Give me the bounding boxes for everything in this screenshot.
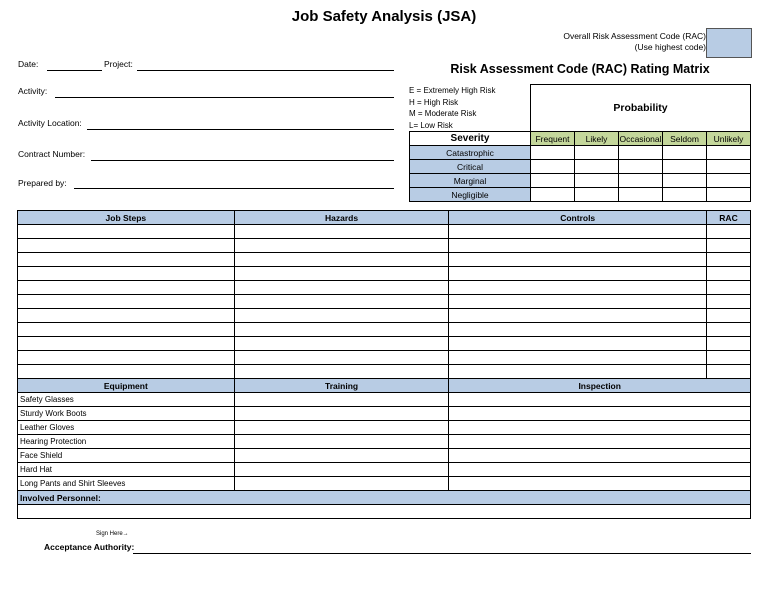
rac-cell[interactable] bbox=[707, 337, 751, 351]
control-cell[interactable] bbox=[449, 281, 707, 295]
rac-cell[interactable] bbox=[707, 267, 751, 281]
hazards-header: Hazards bbox=[234, 211, 449, 225]
equipment-item: Hard Hat bbox=[18, 463, 235, 477]
prepared-by-label: Prepared by: bbox=[18, 178, 67, 188]
training-cell[interactable] bbox=[234, 449, 449, 463]
job-step-cell[interactable] bbox=[18, 267, 235, 281]
prob-frequent: Frequent bbox=[531, 132, 575, 146]
matrix-cell[interactable] bbox=[619, 160, 663, 174]
job-step-row bbox=[18, 337, 751, 351]
probability-header: Probability bbox=[531, 85, 751, 132]
hazard-cell[interactable] bbox=[234, 281, 449, 295]
job-step-cell[interactable] bbox=[18, 323, 235, 337]
hazard-cell[interactable] bbox=[234, 309, 449, 323]
control-cell[interactable] bbox=[449, 323, 707, 337]
hazard-cell[interactable] bbox=[234, 337, 449, 351]
job-step-cell[interactable] bbox=[18, 365, 235, 379]
control-cell[interactable] bbox=[449, 365, 707, 379]
matrix-cell[interactable] bbox=[663, 146, 707, 160]
matrix-cell[interactable] bbox=[619, 174, 663, 188]
matrix-cell[interactable] bbox=[707, 160, 751, 174]
equipment-item: Safety Glasses bbox=[18, 393, 235, 407]
job-step-row bbox=[18, 323, 751, 337]
overall-rac-label: Overall Risk Assessment Code (RAC) (Use highest code) bbox=[563, 31, 706, 52]
matrix-cell[interactable] bbox=[707, 174, 751, 188]
overall-rac-field[interactable] bbox=[706, 28, 752, 58]
inspection-cell[interactable] bbox=[449, 421, 751, 435]
inspection-cell[interactable] bbox=[449, 393, 751, 407]
rac-cell[interactable] bbox=[707, 295, 751, 309]
hazard-cell[interactable] bbox=[234, 365, 449, 379]
matrix-cell[interactable] bbox=[531, 160, 575, 174]
activity-field[interactable] bbox=[55, 97, 394, 98]
job-step-cell[interactable] bbox=[18, 337, 235, 351]
job-step-row bbox=[18, 225, 751, 239]
rac-header: RAC bbox=[707, 211, 751, 225]
job-step-cell[interactable] bbox=[18, 239, 235, 253]
equipment-row bbox=[18, 421, 751, 435]
matrix-cell[interactable] bbox=[707, 146, 751, 160]
project-field[interactable] bbox=[137, 70, 394, 71]
job-step-row bbox=[18, 365, 751, 379]
matrix-cell[interactable] bbox=[619, 146, 663, 160]
equipment-row bbox=[18, 463, 751, 477]
hazard-cell[interactable] bbox=[234, 225, 449, 239]
job-step-row bbox=[18, 351, 751, 365]
equipment-row bbox=[18, 477, 751, 491]
matrix-cell[interactable] bbox=[531, 146, 575, 160]
equipment-header: Equipment bbox=[18, 379, 235, 393]
activity-label: Activity: bbox=[18, 86, 48, 96]
job-step-cell[interactable] bbox=[18, 253, 235, 267]
controls-header: Controls bbox=[449, 211, 707, 225]
sev-marginal: Marginal bbox=[410, 174, 531, 188]
control-cell[interactable] bbox=[449, 253, 707, 267]
matrix-cell[interactable] bbox=[663, 160, 707, 174]
equipment-item: Sturdy Work Boots bbox=[18, 407, 235, 421]
control-cell[interactable] bbox=[449, 225, 707, 239]
job-step-cell[interactable] bbox=[18, 225, 235, 239]
job-step-row bbox=[18, 295, 751, 309]
prob-likely: Likely bbox=[575, 132, 619, 146]
hazard-cell[interactable] bbox=[234, 239, 449, 253]
job-step-row bbox=[18, 267, 751, 281]
control-cell[interactable] bbox=[449, 309, 707, 323]
sev-negligible: Negligible bbox=[410, 188, 531, 202]
involved-personnel-label: Involved Personnel: bbox=[18, 491, 751, 505]
severity-header: Severity bbox=[410, 132, 531, 146]
job-steps-header: Job Steps bbox=[18, 211, 235, 225]
rac-cell[interactable] bbox=[707, 239, 751, 253]
equipment-row bbox=[18, 449, 751, 463]
rac-cell[interactable] bbox=[707, 281, 751, 295]
matrix-cell[interactable] bbox=[575, 188, 619, 202]
training-cell[interactable] bbox=[234, 421, 449, 435]
rac-cell[interactable] bbox=[707, 365, 751, 379]
inspection-cell[interactable] bbox=[449, 407, 751, 421]
matrix-cell[interactable] bbox=[707, 188, 751, 202]
activity-location-field[interactable] bbox=[87, 129, 394, 130]
project-label: Project: bbox=[104, 59, 133, 69]
rac-legend: E = Extremely High Risk H = High Risk M = Moderate Risk L= Low Risk bbox=[409, 86, 496, 130]
matrix-cell[interactable] bbox=[531, 188, 575, 202]
job-step-cell[interactable] bbox=[18, 281, 235, 295]
contract-number-label: Contract Number: bbox=[18, 149, 86, 159]
hazard-cell[interactable] bbox=[234, 323, 449, 337]
hazard-cell[interactable] bbox=[234, 295, 449, 309]
involved-personnel-field[interactable] bbox=[18, 505, 751, 519]
rac-cell[interactable] bbox=[707, 225, 751, 239]
training-cell[interactable] bbox=[234, 393, 449, 407]
sign-here-label: Sign Here→ bbox=[96, 531, 129, 537]
rac-cell[interactable] bbox=[707, 309, 751, 323]
date-label: Date: bbox=[18, 59, 39, 69]
control-cell[interactable] bbox=[449, 337, 707, 351]
equipment-item: Long Pants and Shirt Sleeves bbox=[18, 477, 235, 491]
job-step-cell[interactable] bbox=[18, 309, 235, 323]
equipment-row bbox=[18, 435, 751, 449]
job-step-cell[interactable] bbox=[18, 351, 235, 365]
inspection-cell[interactable] bbox=[449, 435, 751, 449]
equipment-item: Leather Gloves bbox=[18, 421, 235, 435]
prob-unlikely: Unlikely bbox=[707, 132, 751, 146]
job-step-row bbox=[18, 309, 751, 323]
matrix-title: Risk Assessment Code (RAC) Rating Matrix bbox=[450, 62, 710, 76]
job-step-row bbox=[18, 239, 751, 253]
rac-cell[interactable] bbox=[707, 351, 751, 365]
page-title: Job Safety Analysis (JSA) bbox=[291, 8, 477, 25]
matrix-cell[interactable] bbox=[575, 174, 619, 188]
sev-catastrophic: Catastrophic bbox=[410, 146, 531, 160]
hazard-cell[interactable] bbox=[234, 267, 449, 281]
matrix-cell[interactable] bbox=[531, 174, 575, 188]
acceptance-signature-field[interactable] bbox=[133, 553, 751, 554]
control-cell[interactable] bbox=[449, 295, 707, 309]
matrix-cell[interactable] bbox=[663, 174, 707, 188]
equipment-row bbox=[18, 407, 751, 421]
inspection-cell[interactable] bbox=[449, 449, 751, 463]
matrix-cell[interactable] bbox=[575, 160, 619, 174]
activity-location-label: Activity Location: bbox=[18, 118, 82, 128]
date-field[interactable] bbox=[47, 70, 102, 71]
hazard-cell[interactable] bbox=[234, 253, 449, 267]
inspection-cell[interactable] bbox=[449, 463, 751, 477]
sev-critical: Critical bbox=[410, 160, 531, 174]
equipment-item: Face Shield bbox=[18, 449, 235, 463]
training-header: Training bbox=[234, 379, 449, 393]
inspection-header: Inspection bbox=[449, 379, 751, 393]
control-cell[interactable] bbox=[449, 239, 707, 253]
control-cell[interactable] bbox=[449, 267, 707, 281]
matrix-cell[interactable] bbox=[619, 188, 663, 202]
matrix-cell[interactable] bbox=[575, 146, 619, 160]
training-cell[interactable] bbox=[234, 407, 449, 421]
acceptance-authority-label: Acceptance Authority: bbox=[44, 542, 135, 552]
rac-cell[interactable] bbox=[707, 253, 751, 267]
training-cell[interactable] bbox=[234, 477, 449, 491]
matrix-cell[interactable] bbox=[663, 188, 707, 202]
prob-occasional: Occasional bbox=[619, 133, 662, 144]
job-step-cell[interactable] bbox=[18, 295, 235, 309]
job-step-row bbox=[18, 281, 751, 295]
training-cell[interactable] bbox=[234, 435, 449, 449]
jsa-table bbox=[17, 210, 751, 519]
contract-number-field[interactable] bbox=[91, 160, 394, 161]
hazard-cell[interactable] bbox=[234, 351, 449, 365]
job-step-row bbox=[18, 253, 751, 267]
prepared-by-field[interactable] bbox=[74, 188, 394, 189]
equipment-item: Hearing Protection bbox=[18, 435, 235, 449]
equipment-row bbox=[18, 393, 751, 407]
prob-seldom: Seldom bbox=[663, 132, 707, 146]
control-cell[interactable] bbox=[449, 351, 707, 365]
rac-cell[interactable] bbox=[707, 323, 751, 337]
training-cell[interactable] bbox=[234, 463, 449, 477]
inspection-cell[interactable] bbox=[449, 477, 751, 491]
